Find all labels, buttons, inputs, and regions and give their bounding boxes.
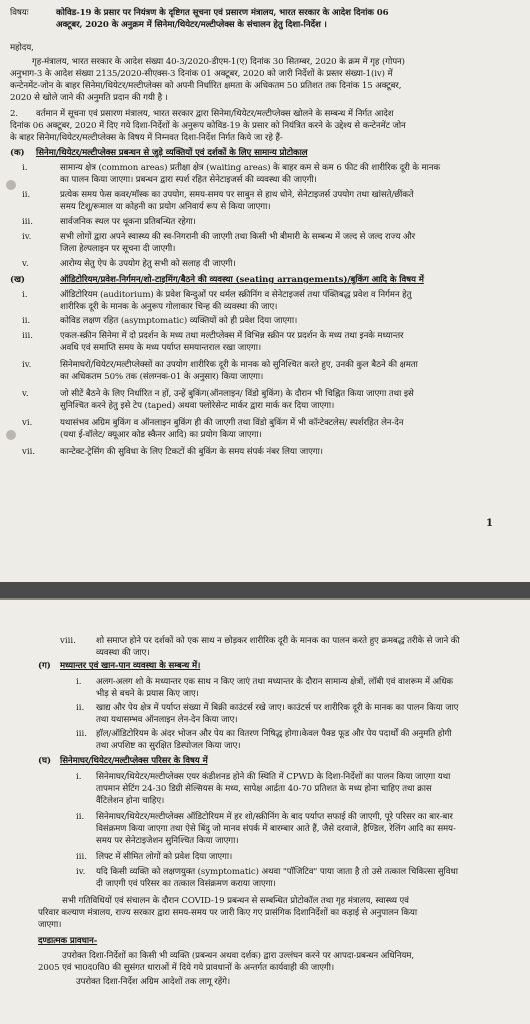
list-number: ii. bbox=[22, 190, 31, 200]
list-item-line: का अधिकतम 50% तक (संलग्नक-01 के अनुसार) किया जाएगा। bbox=[60, 372, 264, 382]
list-number: i. bbox=[76, 677, 82, 687]
penal-line: उपरोक्त दिशा-निर्देशों का किसी भी व्यक्ति (प्रबन्धन अथवा दर्शक) द्वारा उल्लंघन करने पर आपदा-प्रबन्धन अधिनियम, bbox=[62, 951, 414, 961]
para2-line: के बाहर सिनेमा/थियेटर/मल्टीप्लेक्स के विषय में निम्नवत दिशा-निर्देश निर्गत किये जा रहे हैं- bbox=[10, 133, 283, 143]
list-item-line: भीड़ से बचने के प्रयास किए जाए। bbox=[96, 689, 199, 699]
list-number: i. bbox=[76, 772, 82, 782]
page-edge bbox=[0, 598, 530, 600]
list-number: iii. bbox=[22, 217, 33, 227]
list-item-line: खाद्य और पेय क्षेत्र में पर्याप्त संख्या में बिक्री काउंटर्स रखे जाए। काउंटर्स पर शारीरिक दूरी के मानक का पालन किया जाए bbox=[96, 703, 459, 713]
section-kh-mark: (ख) bbox=[10, 275, 25, 285]
list-item-line: तथा अपशिष्ट का सुरक्षित डिस्पोजल किया जाए। bbox=[96, 741, 241, 751]
para1-line: 2020 से खोले जाने की अनुमति प्रदान की गयी है । bbox=[10, 93, 168, 103]
list-item-line: प्रत्येक समय फेस कवर/मॉस्क का उपयोग, समय-समय पर साबुन से हाथ धोने, सेनेटाइजर्स उपयोग तथा खांसते/छींकते bbox=[60, 190, 414, 200]
list-number: iii. bbox=[22, 331, 33, 341]
list-item-line: यथासंभव अग्रिम बुकिंग व ऑनलाइन बुकिंग ही की जाएगी तथा विंडो बुकिंग में भी कॉन्टेक्टलेस/ स्पर्शरहित लेन-देन bbox=[60, 418, 404, 428]
subject-line: कोविड-19 के प्रसार पर नियंत्रण के दृष्टिगत सूचना एवं प्रसारण मंत्रालय, भारत सरकार के आदेश दिनांक 06 bbox=[56, 8, 389, 18]
list-number: vii. bbox=[22, 447, 36, 457]
section-gh-mark: (घ) bbox=[38, 756, 51, 766]
list-item-line: तथा यथासम्भव ऑनलाइन लेन-देन किया जाए। bbox=[96, 715, 238, 725]
list-item-line: सामान्य क्षेत्र (common areas) प्रतीक्षा क्षेत्र (waiting areas) के बाहर कम से कम 6 फीट की शारीरिक दूरी के मानक bbox=[60, 163, 440, 173]
list-item-line: सिनेमाघरों/थियेटर/मल्टीप्लेक्सों का उपयोग शारीरिक दूरी के मानक को सुनिश्चित करते हुए, उनकी कुल बैठने की क्षमता bbox=[60, 360, 418, 370]
list-item-line: सार्वजनिक स्थल पर थूकना प्रतिबन्धित रहेगा। bbox=[60, 217, 196, 227]
section-kh-heading: ऑडिटोरियम/प्रवेश-निर्गमन/शो-टाइमिंग/बैठने की व्यवस्था (seating arrangements)/बुकिंग आदि के विषय में bbox=[60, 275, 424, 285]
list-item-line: व्यवस्था की जाए। bbox=[96, 648, 150, 658]
list-item-line: अवधि एवं समाप्ति समय के मध्य पर्याप्त समयान्तराल रखा जाएगा। bbox=[60, 343, 262, 353]
list-number: ii. bbox=[22, 316, 31, 326]
penal-line: उपरोक्त दिशा-निर्देश अग्रिम आदेशों तक लागू रहेंगे। bbox=[76, 977, 231, 987]
list-number: ii. bbox=[76, 703, 85, 713]
list-number: iii. bbox=[76, 852, 87, 862]
list-item-line: कोविड लक्षण रहित (asymptomatic) व्यक्तियों को ही प्रवेश दिया जाएगा। bbox=[60, 316, 298, 326]
list-item-line: शारीरिक दूरी के मानक के अनुरूप गोलाकार चिन्ह की व्यवस्था की जाए। bbox=[60, 302, 278, 312]
list-item-line: कान्टेक्ट-ट्रेसिंग की सुविधा के लिए टिकटों की बुकिंग के समय संपर्क नंबर लिया जाएगा। bbox=[60, 447, 323, 457]
list-number: vi. bbox=[22, 418, 33, 428]
list-item-line: हॉल/ऑडिटोरियम के अंदर भोजन और पेय का वितरण निषिद्ध होगा।केवल पैक्ड फूड और पेय पदार्थों की अनुमति होगी bbox=[96, 729, 452, 739]
list-item-line: का पालन किया जाएगा। प्रबन्धन द्वारा स्पर्श रहित सेनेटाइजर्स की व्यवस्था की जाएगी। bbox=[60, 175, 317, 185]
list-number: iv. bbox=[22, 232, 32, 242]
list-item-line: ऑडिटोरियम (auditorium) के प्रवेश बिन्दुओं पर थर्मल स्क्रीनिंग व सेनेटाइजर्स तथा पंक्तिबद्ध प्रवेश व निर्गमन हेतु bbox=[60, 290, 412, 300]
para1-line: अनुभाग-3 के आदेश संख्या 2135/2020-सीएक्स-3 दिनांक 01 अक्टूबर, 2020 को जारी निर्देशों के प्रस्तर संख्या-1(iv) में bbox=[10, 69, 393, 79]
list-number: i. bbox=[22, 163, 28, 173]
salutation: महोदय, bbox=[10, 43, 34, 53]
list-item-line: अलग-अलग शो के मध्यान्तर एक साथ न किए जाएं तथा मध्यान्तर के दौरान सामान्य क्षेत्रों, लॉबी एवं वाशरूम में अधिक bbox=[96, 677, 453, 687]
list-item-line: शो समाप्त होने पर दर्शकों को एक साथ न छोड़कर शारीरिक दूरी के मानक का पालन करते हुए क्रमबद्ध तरीके से जाने की bbox=[96, 636, 460, 646]
section-k-heading: सिनेमा/थियेटर/मल्टीप्लेक्स प्रबन्धन से जुड़े व्यक्तियों एवं दर्शकों के लिए सामान्य प्रोटोकाल bbox=[36, 148, 308, 158]
list-item-line: आरोग्य सेतु ऐप के उपयोग हेतु सभी को सलाह दी जाएगी। bbox=[60, 259, 236, 269]
closing-line: सभी गतिविधियों एवं संचालन के दौरान COVID-19 प्रबन्धन से सम्बन्धित प्रोटोकॉल तथा गृह मंत्रालय, स्वास्थ्य एवं bbox=[62, 896, 409, 906]
punch-hole bbox=[6, 180, 16, 190]
closing-line: जाएगा। bbox=[38, 920, 62, 930]
punch-hole bbox=[6, 430, 16, 440]
subject-line: अक्टूबर, 2020 के अनुक्रम में सिनेमा/थियेटर/मल्टीप्लेक्स के संचालन हेतु दिशा-निर्देश । bbox=[56, 20, 327, 30]
list-number: iv. bbox=[22, 360, 32, 370]
page-number: 1 bbox=[486, 518, 493, 529]
list-item-line: दी जाएगी एवं परिसर का तत्काल विसंक्रमण कराया जाएगा। bbox=[96, 879, 276, 889]
list-item-line: समय टिशू/रूमाल या कोहनी का प्रयोग अनिवार्य रूप से किया जाएगा। bbox=[60, 202, 271, 212]
document-page-2 bbox=[0, 598, 530, 1024]
list-item-line: विसंक्रमण किया जाएगा तथा ऐसे बिंदु जो मानव संपर्क में बारम्बार आते हैं, जैसे दरवाजे, हैण्डिल, रेलिंग आदि का समय- bbox=[96, 824, 456, 834]
list-item-line: समय पर सेनेटाइजेशन सुनिश्चित किया जाएगा। bbox=[96, 836, 239, 846]
subject-label: विषयः bbox=[10, 8, 29, 18]
list-number: i. bbox=[22, 290, 28, 300]
list-number: viii. bbox=[60, 636, 76, 646]
list-number: v. bbox=[22, 259, 29, 269]
penal-heading: दण्डात्मक प्रावधान- bbox=[38, 936, 98, 946]
list-number: iv. bbox=[76, 867, 86, 877]
list-item-line: सिनेमाघर/थियेटर/मल्टीप्लेक्स ऑडिटोरियम में हर शो/स्क्रीनिंग के बाद पर्याप्त सफाई की जाएगी, पूरे परिसर का बार-बार bbox=[96, 812, 453, 822]
section-g-heading: मध्यान्तर एवं खान-पान व्यवस्था के सम्बन्ध में। bbox=[60, 661, 201, 671]
list-item-line: जो सीटें बैठने के लिए निर्धारित न हों, उन्हें बुकिंग(ऑनलाइन/ विंडो बुकिंग) के दौरान भी चिह्नित किया जाएगा तथा इसे bbox=[60, 389, 414, 399]
section-g-mark: (ग) bbox=[38, 661, 51, 671]
list-number: v. bbox=[22, 389, 29, 399]
list-number: ii. bbox=[76, 812, 85, 822]
list-item-line: लिफ्ट में सीमित लोगों को प्रवेश दिया जाएगा। bbox=[96, 852, 233, 862]
closing-line: परिवार कल्याण मंत्रालय, राज्य सरकार द्वारा समय-समय पर जारी किए गए प्रासंगिक दिशानिर्देशों का कड़ाई से अनुपालन किया bbox=[38, 908, 418, 918]
list-item-line: वैंटिलेशन होना चाहिए। bbox=[96, 796, 165, 806]
list-item-line: सुनिश्चित करने हेतु इसे टेप (taped) अथवा फ्लोरेसेन्ट मार्कर द्वारा मार्क कर दिया जाएगा। bbox=[60, 401, 335, 411]
list-item-line: जिला हेल्पलाइन पर सूचना दी जाएगी। bbox=[60, 244, 176, 254]
list-item-line: (यथा ई-वॉलेट/ क्यूआर कोड स्कैनर आदि) का प्रयोग किया जाएगा। bbox=[60, 430, 262, 440]
section-gh-heading: सिनेमाघर/थियेटर/मल्टीप्लेक्स परिसर के विषय में bbox=[60, 756, 208, 766]
para2-number: 2. bbox=[10, 109, 18, 119]
para2-line: वर्तमान में सूचना एवं प्रसारण मंत्रालय, भारत सरकार द्वारा सिनेमा/थियेटर/मल्टीप्लेक्स खोलने के सम्बन्ध में निर्गत आदेश bbox=[36, 109, 394, 119]
penal-line: 2005 एवं भा0द0वि0 की सुसंगत धाराओं में दिये गये प्रावधानों के अन्तर्गत कार्यवाही की जाएगी। bbox=[38, 963, 334, 973]
para1-line: कन्टेनमेंट-जोन के बाहर सिनेमा/थियेटर/मल्टीप्लेक्स को अपनी निर्धारित क्षमता के अधिकतम 50 प्रतिशत तक दिनांक 15 अक्टूबर, bbox=[10, 81, 402, 91]
para2-line: दिनांक 06 अक्टूबर, 2020 में दिए गये दिशा-निर्देशों के अनुरूप कोविड-19 के प्रसार को नियंत्रित करने के उद्देश्य से कन्टेनमेंट जोन bbox=[10, 121, 406, 131]
list-item-line: सभी लोगों द्वारा अपने स्वास्थ्य की स्व-निगरानी की जाएगी तथा किसी भी बीमारी के सम्बन्ध में जल्द से जल्द राज्य और bbox=[60, 232, 416, 242]
list-item-line: तापमान सेटिंग 24-30 डिग्री सेल्सियस के मध्य, सापेक्ष आर्द्रता 40-70 प्रतिशत के मध्य होना चाहिए तथा क्रास bbox=[96, 784, 432, 794]
list-item-line: यदि किसी व्यक्ति को लक्षणयुक्त (symptomatic) अथवा "पॉजिटिव" पाया जाता है तो उसे तत्काल चिकित्सा सुविधा bbox=[96, 867, 458, 877]
para1-line: गृह-मंत्रालय, भारत सरकार के आदेश संख्या 40-3/2020-डीएम-1(ए) दिनांक 30 सितम्बर, 2020 के क्रम में गृह (गोपन) bbox=[32, 57, 405, 67]
section-k-mark: (क) bbox=[10, 148, 25, 158]
list-number: iii. bbox=[76, 729, 87, 739]
list-item-line: एकल-स्क्रीन सिनेमा में दो प्रदर्शन के मध्य तथा मल्टीप्लेक्स में विभिन्न स्क्रीन पर प्रदर्शन के मध्य तथा इनके मध्यान्तर bbox=[60, 331, 404, 341]
list-item-line: सिनेमाघर/थियेटर/मल्टीप्लेक्स एयर कंडीशनड होने की स्थिति में CPWD के दिशा-निर्देशों का पालन किया जाएगा यथा bbox=[96, 772, 451, 782]
